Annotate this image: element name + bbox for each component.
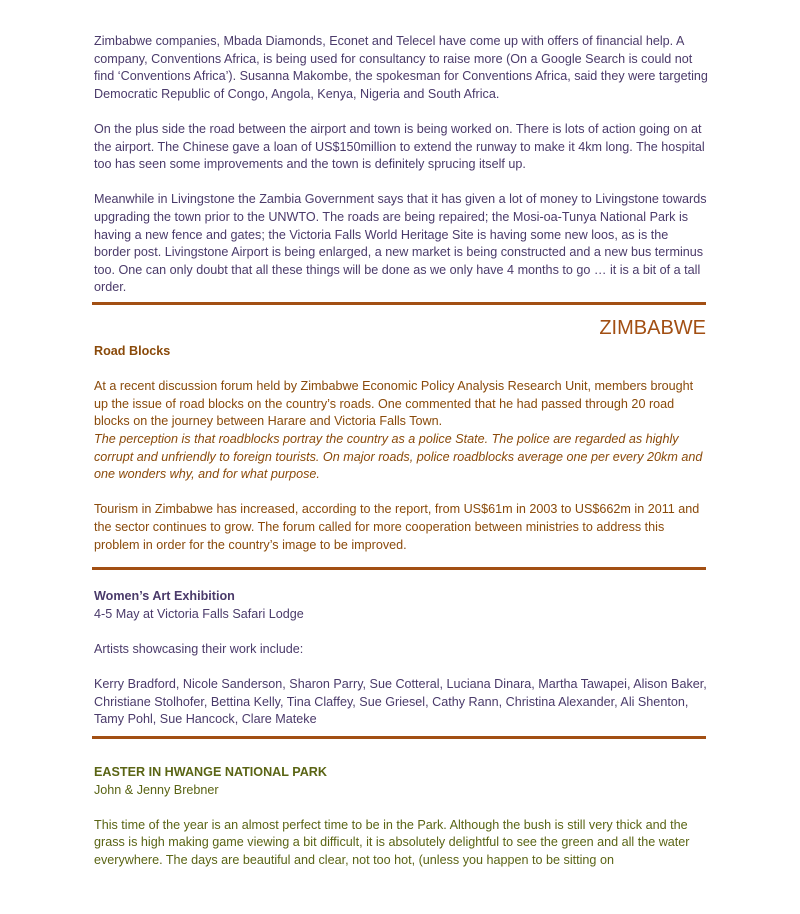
section-divider-2 [92, 567, 706, 570]
art-exhibition-section [94, 588, 708, 729]
road-blocks-italic-paragraph: The perception is that roadblocks portray the country as a police State. The police are regarded as highly corrupt and unfriendly to foreign tourists. On major roads, police roadblocks average one per every 20km and one wonders why, and for what purpose. [94, 431, 703, 482]
art-exhibition-intro: Artists showcasing their work include: [94, 641, 304, 656]
intro-paragraph-1: Zimbabwe companies, Mbada Diamonds, Econet and Telecel have come up with offers of financial help. A company, Conventions Africa, is being used for consultancy to raise more (On a Google Search is could not find ‘Conventions Africa’). Susanna Makombe, the spokesman for Conventions Africa, said they were targeting Democratic Republic of Congo, Angola, Kenya, Nigeria and South Africa. [94, 34, 708, 101]
easter-hwange-heading: EASTER IN HWANGE NATIONAL PARK [94, 765, 327, 779]
intro-paragraph-2: On the plus side the road between the airport and town is being worked on. There is lots of action going on at the airport. The Chinese gave a loan of US$150million to extend the runway to make it 4km long. The hospital too has seen some improvements and the town is definitely sprucing itself up. [94, 121, 705, 172]
road-blocks-section [94, 343, 708, 554]
road-blocks-paragraph-2: Tourism in Zimbabwe has increased, according to the report, from US$61m in 2003 to US$662m in 2011 and the sector continues to grow. The forum called for more cooperation between ministries to address this problem in order for the country’s image to be improved. [94, 502, 700, 552]
intro-section [94, 33, 708, 297]
easter-hwange-author: John & Jenny Brebner [94, 782, 219, 797]
easter-hwange-section [94, 764, 708, 870]
art-exhibition-date: 4-5 May at Victoria Falls Safari Lodge [94, 606, 304, 621]
section-divider-1 [92, 302, 706, 305]
road-blocks-heading: Road Blocks [94, 344, 171, 358]
art-exhibition-heading: Women’s Art Exhibition [94, 589, 235, 603]
easter-hwange-paragraph-1: This time of the year is an almost perfect time to be in the Park. Although the bush is still very thick and the grass is high making game viewing a bit difficult, it is absolutely delightful to see the green and all the water everywhere. The days are beautiful and clear, not too hot, (unless you happen to be sitting on [94, 817, 690, 867]
art-exhibition-artists: Kerry Bradford, Nicole Sanderson, Sharon Parry, Sue Cotteral, Luciana Dinara, Martha Tawapei, Alison Baker, Christiane Stolhofer, Bettina Kelly, Tina Claffey, Sue Griesel, Cathy Rann, Christina Alexander, Ali Shenton, Tamy Pohl, Sue Hancock, Clare Mateke [94, 676, 707, 727]
country-title: ZIMBABWE [599, 317, 706, 339]
intro-paragraph-3: Meanwhile in Livingstone the Zambia Government says that it has given a lot of money to Livingstone towards upgrading the town prior to the UNWTO. The roads are being repaired; the Mosi-oa-Tunya National Park is having a new fence and gates; the Victoria Falls World Heritage Site is having some new loos, as is the border post. Livingstone Airport is being enlarged, a new market is being constructed and a new bus terminus too. One can only doubt that all these things will be done as we only have 4 months to go … it is a bit of a tall order. [94, 192, 707, 295]
road-blocks-paragraph-1: At a recent discussion forum held by Zimbabwe Economic Policy Analysis Research Unit, members brought up the issue of road blocks on the country’s roads. One commented that he had passed through 20 road blocks on the journey between Harare and Victoria Falls Town. [94, 379, 694, 429]
section-divider-3 [92, 736, 706, 739]
